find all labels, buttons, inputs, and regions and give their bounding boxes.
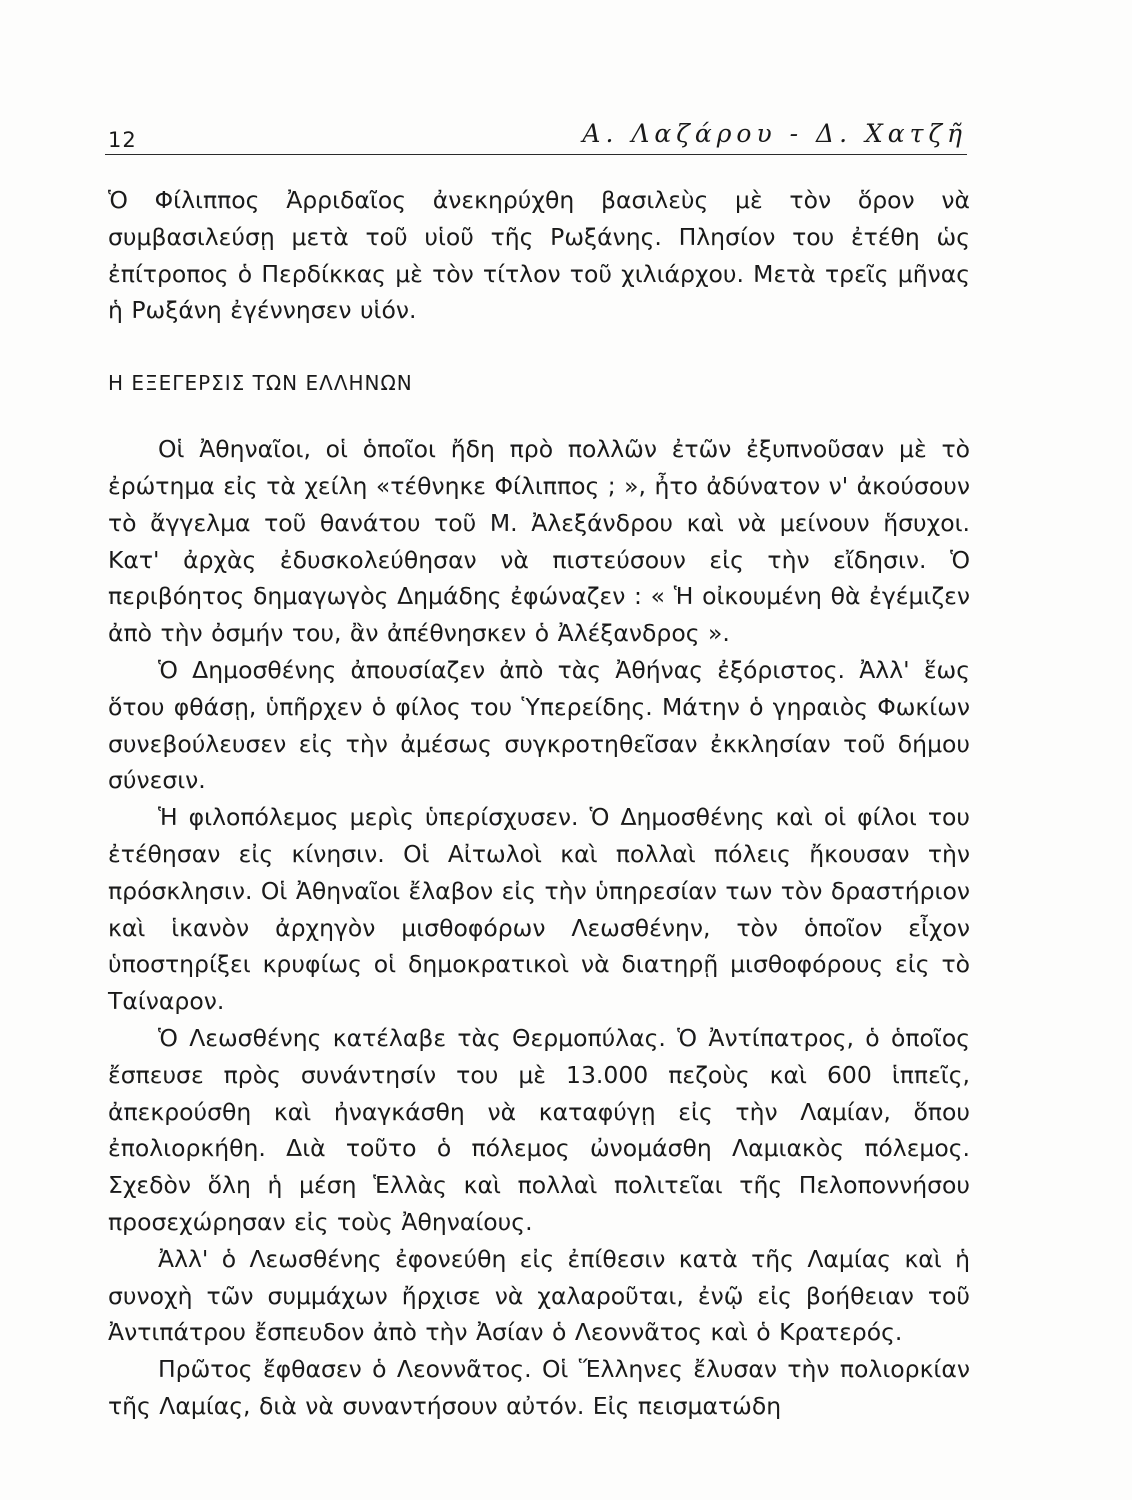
paragraph: Ἡ φιλοπόλεμος μερὶς ὑπερίσχυσεν. Ὁ Δημοσθένης καὶ οἱ φίλοι του ἐτέθησαν εἰς κίνησιν. Οἱ Αἰτωλοὶ καὶ πολλαὶ πόλεις ἤκουσαν τὴν πρόσκλησιν. Οἱ Ἀθηναῖοι ἔλαβον εἰς τὴν ὑπηρεσίαν των τὸν δραστήριον καὶ ἱκανὸν ἀρχηγὸν μισθοφόρων Λεωσθένην, τὸν ὁποῖον εἶχον ὑποστηρίξει κρυφίως οἱ δημοκρατικοὶ νὰ διατηρῇ μισθοφόρους εἰς τὸ Ταίναρον. (108, 803, 970, 1016)
page-number: 12 (108, 128, 137, 152)
paragraph: Ὁ Λεωσθένης κατέλαβε τὰς Θερμοπύλας. Ὁ Ἀντίπατρος, ὁ ὁποῖος ἔσπευσε πρὸς συνάντησίν του μὲ 13.000 πεζοὺς καὶ 600 ἱππεῖς, ἀπεκρούσθη καὶ ἠναγκάσθη νὰ καταφύγῃ εἰς τὴν Λαμίαν, ὅπου ἐπολιορκήθη. Διὰ τοῦτο ὁ πόλεμος ὠνομάσθη Λαμιακὸς πόλεμος. Σχεδὸν ὅλη ἡ μέση Ἑλλὰς καὶ πολλαὶ πολιτεῖαι τῆς Πελοποννήσου προσεχώρησαν εἰς τοὺς Ἀθηναίους. (108, 1023, 970, 1236)
paragraph: Οἱ Ἀθηναῖοι, οἱ ὁποῖοι ἤδη πρὸ πολλῶν ἐτῶν ἐξυπνοῦσαν μὲ τὸ ἐρώτημα εἰς τὰ χείλη «τέθνηκε Φίλιππος ; », ἦτο ἀδύνατον ν' ἀκούσουν τὸ ἄγγελμα τοῦ θανάτου τοῦ Μ. Ἀλεξάνδρου καὶ νὰ μείνουν ἥσυχοι. Κατ' ἀρχὰς ἐδυσκολεύθησαν νὰ πιστεύσουν εἰς τὴν εἴδησιν. Ὁ περιβόητος δημαγωγὸς Δημάδης ἐφώναζεν : « Ἡ οἰκουμένη θὰ ἐγέμιζεν ἀπὸ τὴν ὀσμήν του, ἂν ἀπέθνησκεν ὁ Ἀλέξανδρος ». (108, 435, 970, 648)
paragraph: Ὁ Δημοσθένης ἀπουσίαζεν ἀπὸ τὰς Ἀθήνας ἐξόριστος. Ἀλλ' ἕως ὅτου φθάσῃ, ὑπῆρχεν ὁ φίλος του Ὑπερείδης. Μάτην ὁ γηραιὸς Φωκίων συνεβούλευσεν εἰς τὴν ἀμέσως συγκροτηθεῖσαν ἐκκλησίαν τοῦ δήμου σύνεσιν. (108, 655, 970, 795)
section-heading: Η ΕΞΕΓΕΡΣΙΣ ΤΩΝ ΕΛΛΗΝΩΝ (108, 371, 413, 396)
header-authors: Α. Λαζάρου - Δ. Χατζῆ (582, 119, 967, 148)
paragraph: Πρῶτος ἔφθασεν ὁ Λεοννᾶτος. Οἱ Ἕλληνες ἔλυσαν τὴν πολιορκίαν τῆς Λαμίας, διὰ νὰ συναντήσουν αὐτόν. Εἰς πεισματώδη (108, 1355, 970, 1420)
running-header (105, 106, 967, 155)
paragraph-intro: Ὁ Φίλιππος Ἀρριδαῖος ἀνεκηρύχθη βασιλεὺς μὲ τὸν ὅρον νὰ συμβασιλεύσῃ μετὰ τοῦ υἱοῦ τῆς Ρωξάνης. Πλησίον του ἐτέθη ὡς ἐπίτροπος ὁ Περδίκκας μὲ τὸν τίτλον τοῦ χιλιάρχου. Μετὰ τρεῖς μῆνας ἡ Ρωξάνη ἐγέννησεν υἱόν. (108, 186, 970, 325)
body-text (108, 182, 970, 1425)
paragraph: Ἀλλ' ὁ Λεωσθένης ἐφονεύθη εἰς ἐπίθεσιν κατὰ τῆς Λαμίας καὶ ἡ συνοχὴ τῶν συμμάχων ἤρχισε νὰ χαλαροῦται, ἐνῷ εἰς βοήθειαν τοῦ Ἀντιπάτρου ἔσπευδον ἀπὸ τὴν Ἀσίαν ὁ Λεοννᾶτος καὶ ὁ Κρατερός. (108, 1244, 970, 1347)
